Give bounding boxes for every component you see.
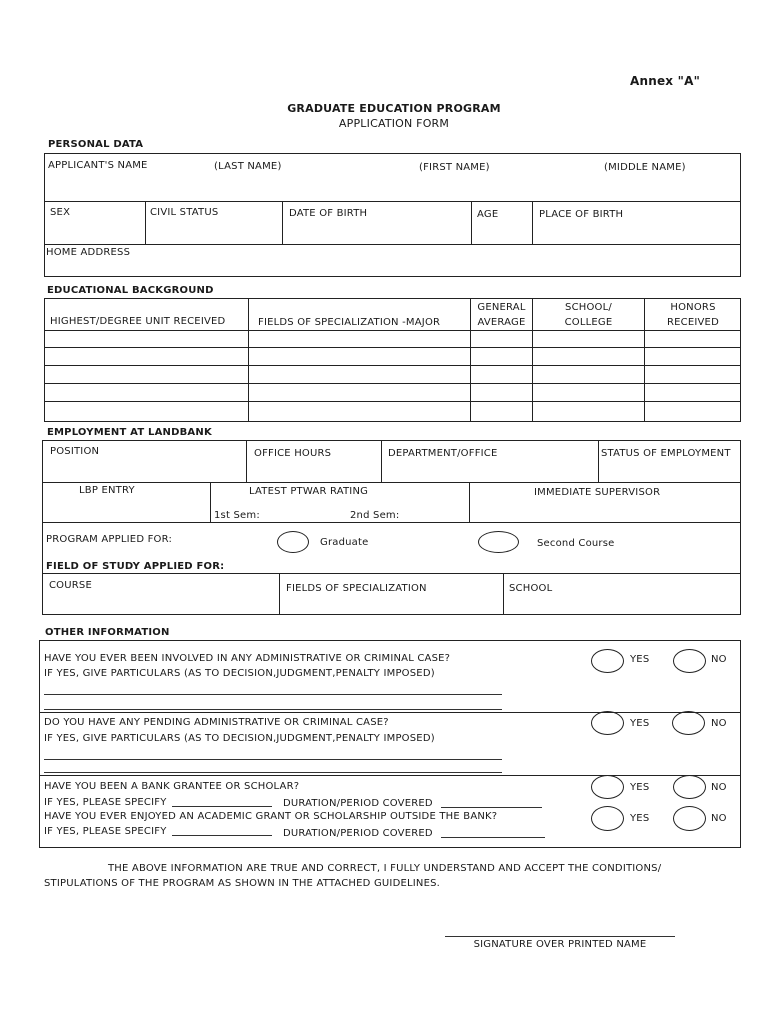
lbp-entry-label: LBP ENTRY bbox=[79, 485, 135, 496]
school-label: SCHOOL bbox=[509, 583, 553, 594]
second-sem-label: 2nd Sem: bbox=[350, 510, 400, 521]
col-general-header: GENERAL bbox=[477, 302, 526, 313]
q2-particulars-line[interactable] bbox=[44, 759, 502, 760]
department-field[interactable] bbox=[383, 460, 597, 480]
ptwar-label: LATEST PTWAR RATING bbox=[249, 486, 369, 497]
age-label: AGE bbox=[477, 209, 499, 220]
place-of-birth-label: PLACE OF BIRTH bbox=[539, 209, 624, 220]
divider bbox=[598, 440, 599, 482]
divider bbox=[532, 201, 533, 244]
form-subtitle: APPLICATION FORM bbox=[338, 117, 450, 130]
q3-duration-label: DURATION/PERIOD COVERED bbox=[283, 798, 433, 809]
signature-line[interactable] bbox=[445, 936, 675, 937]
col-average-header: AVERAGE bbox=[477, 317, 526, 328]
divider bbox=[42, 573, 741, 574]
q4-yes-radio[interactable] bbox=[591, 806, 624, 831]
supervisor-label: IMMEDIATE SUPERVISOR bbox=[534, 487, 661, 498]
status-label: STATUS OF EMPLOYMENT bbox=[601, 448, 731, 459]
first-sem-label: 1st Sem: bbox=[214, 510, 260, 521]
q3-specify-line[interactable] bbox=[172, 806, 272, 807]
col-degree-header: HIGHEST/DEGREE UNIT RECEIVED bbox=[50, 316, 226, 327]
divider bbox=[282, 201, 283, 244]
fields-specialization-field[interactable] bbox=[281, 596, 502, 613]
q1-particulars-label: IF YES, GIVE PARTICULARS (AS TO DECISION,JUDGMENT,PENALTY IMPOSED) bbox=[44, 668, 435, 679]
educational-background-heading: EDUCATIONAL BACKGROUND bbox=[47, 285, 214, 296]
q4-no-radio[interactable] bbox=[673, 806, 706, 831]
divider bbox=[44, 201, 741, 202]
divider bbox=[381, 440, 382, 482]
divider bbox=[39, 775, 741, 776]
date-of-birth-label: DATE OF BIRTH bbox=[289, 208, 368, 219]
col-fields-header: FIELDS OF SPECIALIZATION -MAJOR bbox=[258, 317, 441, 328]
q2-particulars-label: IF YES, GIVE PARTICULARS (AS TO DECISION,JUDGMENT,PENALTY IMPOSED) bbox=[44, 733, 435, 744]
status-field[interactable] bbox=[600, 460, 739, 480]
q1-no-label: NO bbox=[711, 654, 727, 665]
annex-label: Annex "A" bbox=[630, 74, 701, 88]
course-field[interactable] bbox=[44, 594, 278, 613]
school-field[interactable] bbox=[505, 596, 739, 613]
position-field[interactable] bbox=[44, 460, 245, 480]
civil-status-label: CIVIL STATUS bbox=[150, 207, 219, 218]
signature-label: SIGNATURE OVER PRINTED NAME bbox=[473, 939, 647, 950]
divider bbox=[469, 482, 470, 522]
second-course-option-label: Second Course bbox=[537, 538, 615, 549]
second-course-radio[interactable] bbox=[478, 531, 519, 553]
place-of-birth-field[interactable] bbox=[534, 220, 739, 242]
graduate-radio[interactable] bbox=[277, 531, 309, 553]
q1-particulars-line[interactable] bbox=[44, 709, 502, 710]
graduate-option-label: Graduate bbox=[320, 537, 369, 548]
q4-specify-label: IF YES, PLEASE SPECIFY bbox=[44, 826, 167, 837]
first-sem-field[interactable] bbox=[262, 508, 342, 521]
middle-name-label: (MIDDLE NAME) bbox=[604, 162, 686, 173]
divider bbox=[42, 522, 741, 523]
q1-particulars-line[interactable] bbox=[44, 694, 502, 695]
lbp-entry-field[interactable] bbox=[44, 498, 209, 520]
office-hours-field[interactable] bbox=[248, 460, 380, 480]
education-row[interactable] bbox=[45, 348, 740, 365]
q1-no-radio[interactable] bbox=[673, 649, 706, 673]
other-information-heading: OTHER INFORMATION bbox=[45, 627, 170, 638]
q4-specify-line[interactable] bbox=[172, 835, 272, 836]
sex-field[interactable] bbox=[46, 220, 144, 242]
q1-yes-radio[interactable] bbox=[591, 649, 624, 673]
divider bbox=[279, 573, 280, 615]
date-of-birth-field[interactable] bbox=[284, 220, 470, 242]
q3-yes-radio[interactable] bbox=[591, 775, 624, 799]
divider bbox=[210, 482, 211, 522]
age-field[interactable] bbox=[473, 220, 531, 242]
q2-particulars-line[interactable] bbox=[44, 772, 502, 773]
home-address-label: HOME ADDRESS bbox=[46, 247, 131, 258]
position-label: POSITION bbox=[50, 446, 100, 457]
q2-yes-label: YES bbox=[630, 718, 650, 729]
last-name-label: (LAST NAME) bbox=[214, 161, 282, 172]
q4-duration-line[interactable] bbox=[441, 837, 545, 838]
fields-specialization-label: FIELDS OF SPECIALIZATION bbox=[286, 583, 427, 594]
department-label: DEPARTMENT/OFFICE bbox=[388, 448, 498, 459]
q1-yes-label: YES bbox=[630, 654, 650, 665]
civil-status-field[interactable] bbox=[147, 220, 281, 242]
education-row[interactable] bbox=[45, 331, 740, 347]
education-row[interactable] bbox=[45, 366, 740, 383]
q2-yes-radio[interactable] bbox=[591, 711, 624, 735]
q2-question: DO YOU HAVE ANY PENDING ADMINISTRATIVE OR CRIMINAL CASE? bbox=[44, 717, 389, 728]
form-title: GRADUATE EDUCATION PROGRAM bbox=[287, 102, 501, 115]
office-hours-label: OFFICE HOURS bbox=[254, 448, 332, 459]
q3-yes-label: YES bbox=[630, 782, 650, 793]
q3-specify-label: IF YES, PLEASE SPECIFY bbox=[44, 797, 167, 808]
certification-text-line2: STIPULATIONS OF THE PROGRAM AS SHOWN IN THE ATTACHED GUIDELINES. bbox=[44, 878, 441, 889]
applicant-name-field[interactable] bbox=[48, 174, 738, 198]
q2-no-radio[interactable] bbox=[672, 711, 705, 735]
q3-no-radio[interactable] bbox=[673, 775, 706, 799]
education-row[interactable] bbox=[45, 384, 740, 401]
q4-question: HAVE YOU EVER ENJOYED AN ACADEMIC GRANT OR SCHOLARSHIP OUTSIDE THE BANK? bbox=[44, 811, 498, 822]
q4-no-label: NO bbox=[711, 813, 727, 824]
field-of-study-heading: FIELD OF STUDY APPLIED FOR: bbox=[46, 561, 225, 572]
personal-data-heading: PERSONAL DATA bbox=[48, 139, 144, 150]
q4-duration-label: DURATION/PERIOD COVERED bbox=[283, 828, 433, 839]
first-name-label: (FIRST NAME) bbox=[419, 162, 490, 173]
divider bbox=[471, 201, 472, 244]
education-row[interactable] bbox=[45, 402, 740, 421]
divider bbox=[42, 482, 741, 483]
program-applied-label: PROGRAM APPLIED FOR: bbox=[46, 534, 173, 545]
supervisor-field[interactable] bbox=[471, 500, 739, 520]
home-address-field[interactable] bbox=[46, 260, 739, 275]
divider bbox=[39, 712, 741, 713]
employment-heading: EMPLOYMENT AT LANDBANK bbox=[47, 427, 212, 438]
certification-text-line1: THE ABOVE INFORMATION ARE TRUE AND CORRECT, I FULLY UNDERSTAND AND ACCEPT THE CONDITIONS/ bbox=[108, 863, 662, 874]
divider bbox=[503, 573, 504, 615]
q3-duration-line[interactable] bbox=[441, 807, 542, 808]
divider bbox=[246, 440, 247, 482]
col-honors-header: HONORS bbox=[670, 302, 716, 313]
divider bbox=[44, 244, 741, 245]
q4-yes-label: YES bbox=[630, 813, 650, 824]
col-school-header: SCHOOL/ bbox=[565, 302, 612, 313]
sex-label: SEX bbox=[50, 207, 71, 218]
q1-question: HAVE YOU EVER BEEN INVOLVED IN ANY ADMINISTRATIVE OR CRIMINAL CASE? bbox=[44, 653, 451, 664]
q3-no-label: NO bbox=[711, 782, 727, 793]
col-college-header: COLLEGE bbox=[564, 317, 613, 328]
course-label: COURSE bbox=[49, 580, 92, 591]
applicant-name-label: APPLICANT'S NAME bbox=[48, 160, 148, 171]
q3-question: HAVE YOU BEEN A BANK GRANTEE OR SCHOLAR? bbox=[44, 781, 300, 792]
divider bbox=[145, 201, 146, 244]
q2-no-label: NO bbox=[711, 718, 727, 729]
second-sem-field[interactable] bbox=[402, 508, 467, 521]
col-received-header: RECEIVED bbox=[667, 317, 719, 328]
